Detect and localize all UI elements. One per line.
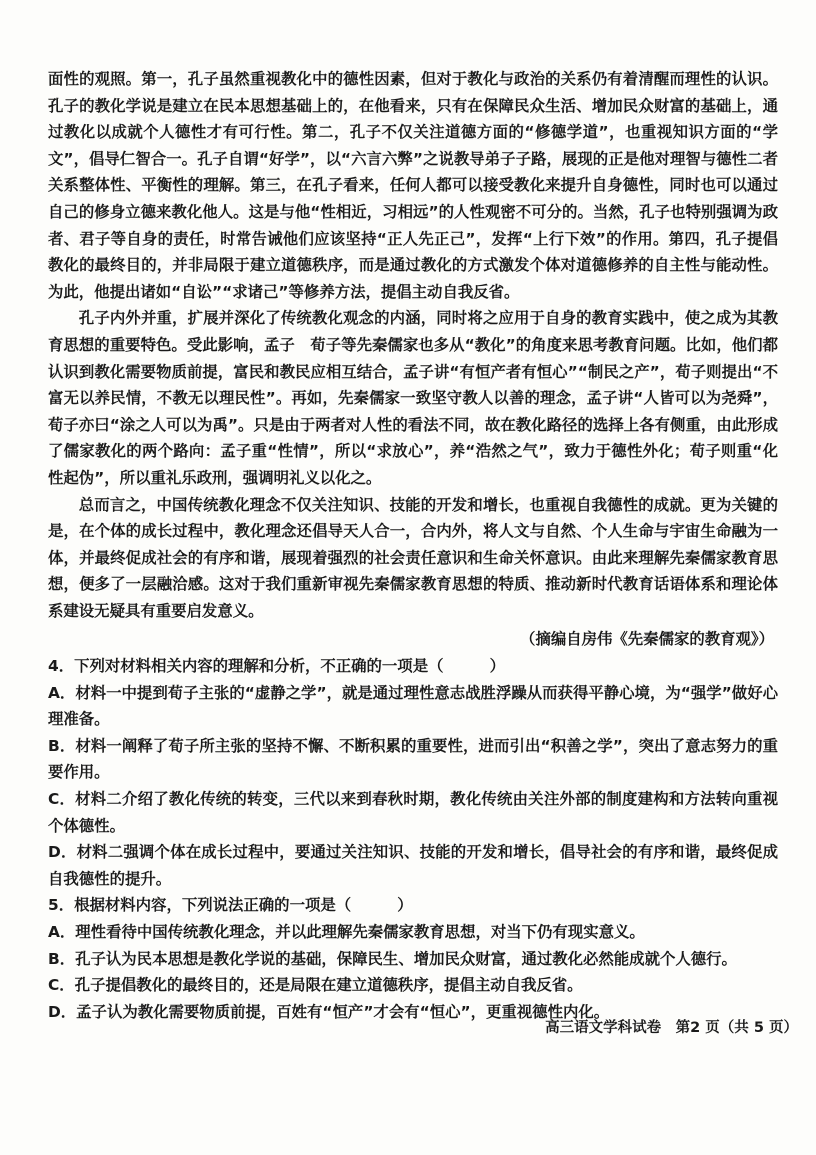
- question-options: [48, 680, 778, 893]
- question-options: [48, 919, 778, 1025]
- option-b: B．材料一阐释了荀子所主张的坚持不懈、不断积累的重要性，进而引出“积善之学”，突出了意志努力的重要作用。: [48, 736, 778, 782]
- question-4: [48, 653, 778, 892]
- question-5: [48, 892, 778, 1025]
- page-footer: 高三语文学科试卷 第2 页（共 5 页）: [545, 1020, 798, 1036]
- question-stem: 5．根据材料内容，下列说法正确的一项是（ ）: [48, 896, 413, 915]
- question-stem: 4．下列对材料相关内容的理解和分析，不正确的一项是（ ）: [48, 657, 506, 676]
- option-c: C．孔子提倡教化的最终目的，还是局限在建立道德秩序，提倡主动自我反省。: [48, 976, 583, 995]
- option-d: D．孟子认为教化需要物质前提，百姓有“恒产”才会有“恒心”，更重视德性内化。: [48, 1002, 610, 1021]
- body-paragraph-1: 面性的观照。第一，孔子虽然重视教化中的德性因素，但对于教化与政治的关系仍有着清醒而理性的认识。孔子的教化学说是建立在民本思想基础上的，在他看来，只有在保障民众生活、增加民众财富的基础上，通过教化以成就个人德性才有可行性。第二，孔子不仅关注道德方面的“修德学道”，也重视知识方面的“学文”，倡导仁智合一。孔子自谓“好学”，以“六言六弊”之说教导弟子子路，展现的正是他对理智与德性二者关系整体性、平衡性的理解。第三，在孔子看来，任何人都可以接受教化来提升自身德性，同时也可以通过自己的修身立德来教化他人。这是与他“性相近，习相远”的人性观密不可分的。当然，孔子也特别强调为政者、君子等自身的责任，时常告诫他们应该坚持“正人先正己”，发挥“上行下效”的作用。第四，孔子提倡教化的最终目的，并非局限于建立道德秩序，而是通过教化的方式激发个体对道德修养的自主性与能动性。为此，他提出诸如“自讼”“求诸己”等修养方法，提倡主动自我反省。: [48, 70, 778, 301]
- option-a: A．材料一中提到荀子主张的“虚静之学”，就是通过理性意志战胜浮躁从而获得平静心境，为“强学”做好心理准备。: [48, 683, 778, 729]
- option-d: D．材料二强调个体在成长过程中，要通过关注知识、技能的开发和增长，倡导社会的有序和谐，最终促成自我德性的提升。: [48, 843, 778, 888]
- body-paragraph-3: 总而言之，中国传统教化理念不仅关注知识、技能的开发和增长，也重视自我德性的成就。更为关键的是，在个体的成长过程中，教化理念还倡导天人合一，合内外，将人文与自然、个人生命与宇宙生命融为一体，并最终促成社会的有序和谐，展现着强烈的社会责任意识和生命关怀意识。由此来理解先秦儒家教育思想，便多了一层融洽感。这对于我们重新审视先秦儒家教育思想的特质、推动新时代教育话语体系和理论体系建设无疑具有重要启发意义。: [48, 495, 778, 620]
- option-c: C．材料二介绍了教化传统的转变，三代以来到春秋时期，教化传统由关注外部的制度建构和方法转向重视个体德性。: [48, 790, 778, 835]
- option-a: A．理性看待中国传统教化理念，并以此理解先秦儒家教育思想，对当下仍有现实意义。: [48, 923, 645, 941]
- body-paragraph-2: 孔子内外并重，扩展并深化了传统教化观念的内涵，同时将之应用于自身的教育实践中，使之成为其教育思想的重要特色。受此影响，孟子 荀子等先秦儒家也多从“教化”的角度来思考教育问题。比如，他们都认识到教化需要物质前提，富民和教民应相互结合，孟子讲“有恒产者有恒心”“制民之产”，荀子则提出“不富无以养民情，不教无以理民性”。再如，先秦儒家一致坚守教人以善的理念，孟子讲“人皆可以为尧舜”，荀子亦曰“涂之人可以为禹”。只是由于两者对人性的看法不同，故在教化路径的选择上各有侧重，由此形成了儒家教化的两个路向：孟子重“性情”，所以“求放心”，养“浩然之气”，致力于德性外化；荀子则重“化性起伪”，所以重礼乐政刑，强调明礼义以化之。: [48, 309, 778, 487]
- source-citation: （摘编自房伟《先秦儒家的教育观》）: [520, 630, 774, 649]
- option-b: B．孔子认为民本思想是教化学说的基础，保障民生、增加民众财富，通过教化必然能成就个人德行。: [48, 949, 737, 968]
- page-content: [48, 66, 778, 1025]
